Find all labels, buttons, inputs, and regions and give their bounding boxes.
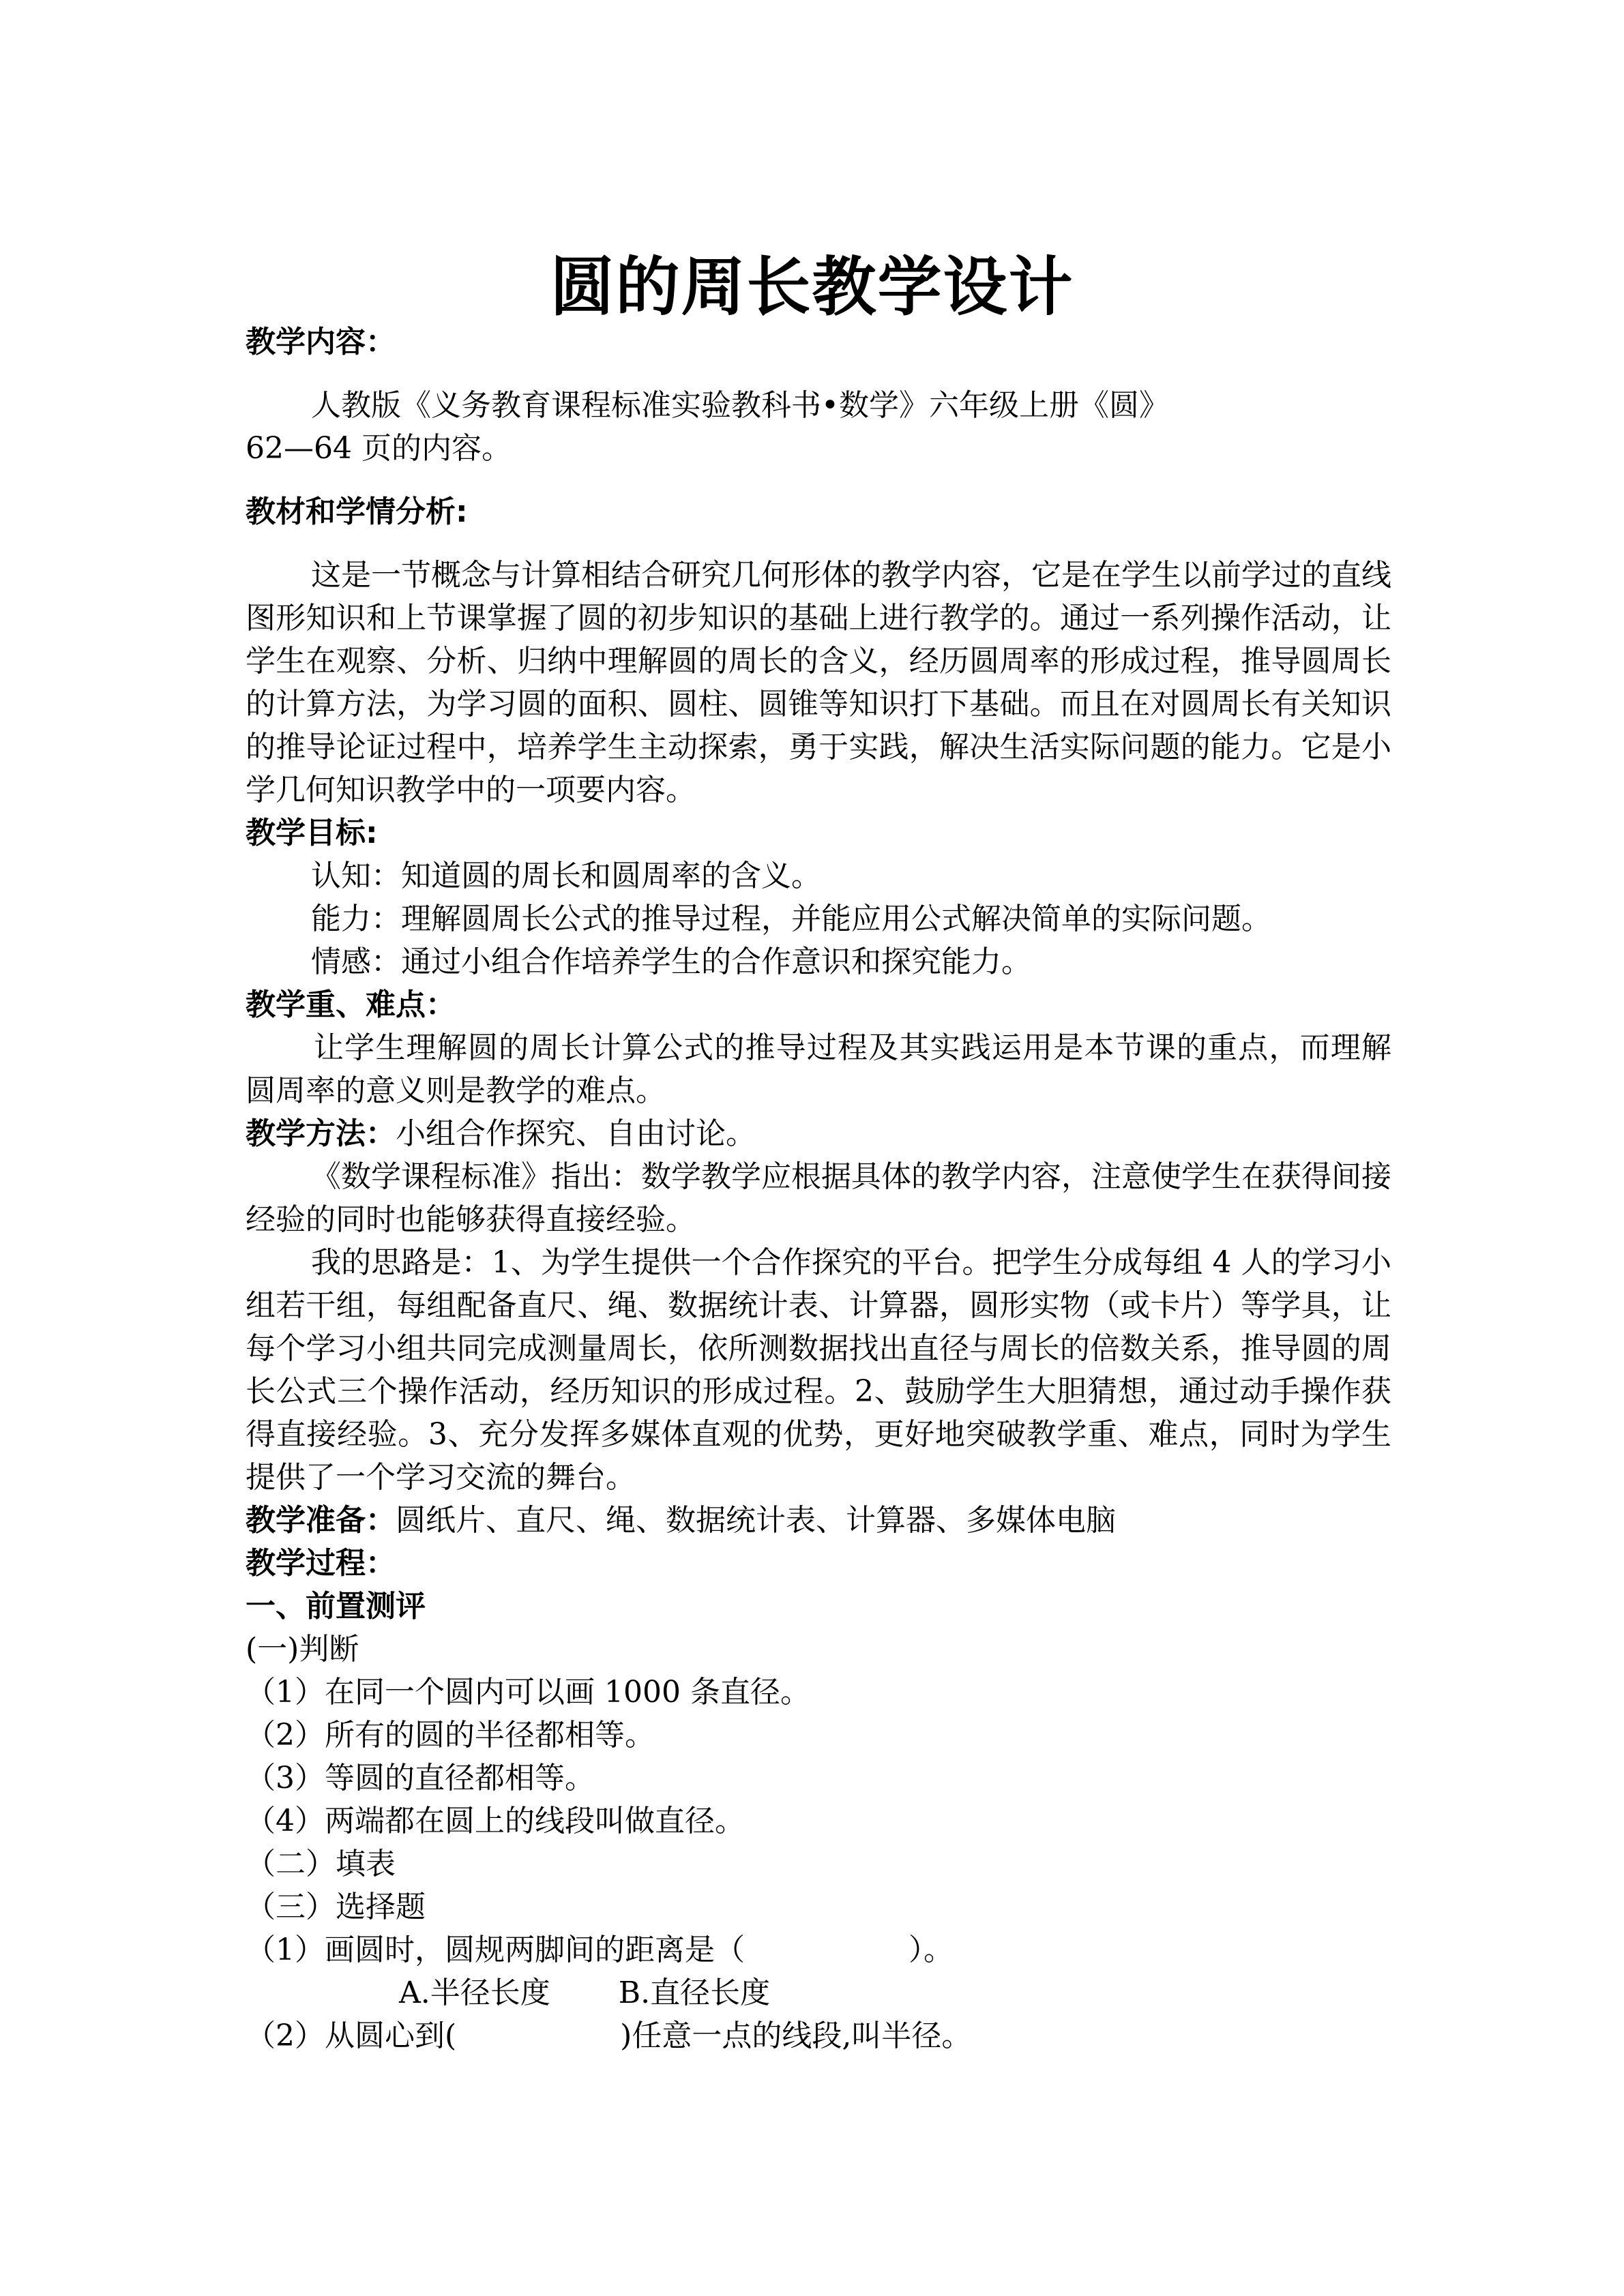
goal-cognition: 认知：知道圆的周长和圆周率的含义。	[311, 859, 821, 893]
methods-label: 教学方法：	[246, 1116, 396, 1151]
judge-item-3: （3）等圆的直径都相等。	[246, 1761, 595, 1795]
keypoints-paragraph: 让学生理解圆的周长计算公式的推导过程及其实践运用是本节课的重点，而理解圆周率的意义则是教学的难点。	[246, 1030, 1391, 1108]
methods-line	[246, 1112, 1391, 1155]
judge-heading: (一)判断	[246, 1632, 359, 1667]
preparation-value: 圆纸片、直尺、绳、数据统计表、计算器、多媒体电脑	[396, 1503, 1116, 1538]
methods-value: 小组合作探究、自由讨论。	[396, 1116, 756, 1151]
keypoints-heading: 教学重、难点：	[246, 987, 456, 1022]
methods-paragraph-1: 《数学课程标准》指出：数学教学应根据具体的教学内容，注意使学生在获得间接经验的同时也能够获得直接经验。	[246, 1159, 1391, 1237]
analysis-paragraph: 这是一节概念与计算相结合研究几何形体的教学内容，它是在学生以前学过的直线图形知识和上节课掌握了圆的初步知识的基础上进行教学的。通过一系列操作活动，让学生在观察、分析、归纳中理解圆的周长的含义，经历圆周率的形成过程，推导圆周长的计算方法，为学习圆的面积、圆柱、圆锥等知识打下基础。而且在对圆周长有关知识的推导论证过程中，培养学生主动探索，勇于实践，解决生活实际问题的能力。它是小学几何知识教学中的一项要内容。	[246, 558, 1391, 807]
goal-emotion: 情感：通过小组合作培养学生的合作意识和探究能力。	[311, 944, 1031, 979]
process-heading: 教学过程：	[246, 1546, 396, 1581]
q1-option-a: A.半径长度	[399, 1976, 550, 2010]
judge-item-1: （1）在同一个圆内可以画 1000 条直径。	[246, 1675, 810, 1710]
analysis-heading: 教材和学情分析:	[246, 494, 468, 529]
preparation-label: 教学准备：	[246, 1503, 396, 1538]
preparation-line	[246, 1499, 1391, 1542]
table-heading: （二）填表	[246, 1847, 396, 1881]
document-body	[246, 320, 1391, 2057]
q1-option-b: B.直径长度	[618, 1976, 771, 2010]
section-pre-assessment: 一、前置测评	[246, 1589, 426, 1624]
teaching-content-line-2: 62—64 页的内容。	[246, 431, 512, 466]
q1-text-start: （1）画圆时，圆规两脚间的距离是（	[246, 1933, 745, 1967]
choice-question-1-options	[246, 1971, 1391, 2014]
teaching-content-line-1: 人教版《义务教育课程标准实验教科书•数学》六年级上册《圆》	[311, 388, 1169, 423]
q1-text-end: ）。	[909, 1933, 954, 1967]
q2-text-end: )任意一点的线段,叫半径。	[620, 2018, 972, 2053]
judge-item-4: （4）两端都在圆上的线段叫做直径。	[246, 1804, 745, 1838]
goals-heading: 教学目标:	[246, 816, 378, 850]
document-title: 圆的周长教学设计	[550, 250, 1074, 325]
teaching-content-heading: 教学内容：	[246, 325, 396, 359]
methods-paragraph-2: 我的思路是：1、为学生提供一个合作探究的平台。把学生分成每组 4 人的学习小组若干组，每组配备直尺、绳、数据统计表、计算器，圆形实物（或卡片）等学具，让每个学习小组共同完成测量周长，依所测数据找出直径与周长的倍数关系，推导圆的周长公式三个操作活动，经历知识的形成过程。2、鼓励学生大胆猜想，通过动手操作获得直接经验。3、充分发挥多媒体直观的优势，更好地突破教学重、难点，同时为学生提供了一个学习交流的舞台。	[246, 1245, 1391, 1495]
choice-question-1	[246, 1928, 1391, 1971]
goal-ability: 能力：理解圆周长公式的推导过程，并能应用公式解决简单的实际问题。	[311, 901, 1271, 936]
choice-question-2	[246, 2014, 1391, 2057]
choice-heading: （三）选择题	[246, 1890, 426, 1924]
judge-item-2: （2）所有的圆的半径都相等。	[246, 1718, 655, 1753]
q2-text-start: （2）从圆心到(	[246, 2018, 457, 2053]
